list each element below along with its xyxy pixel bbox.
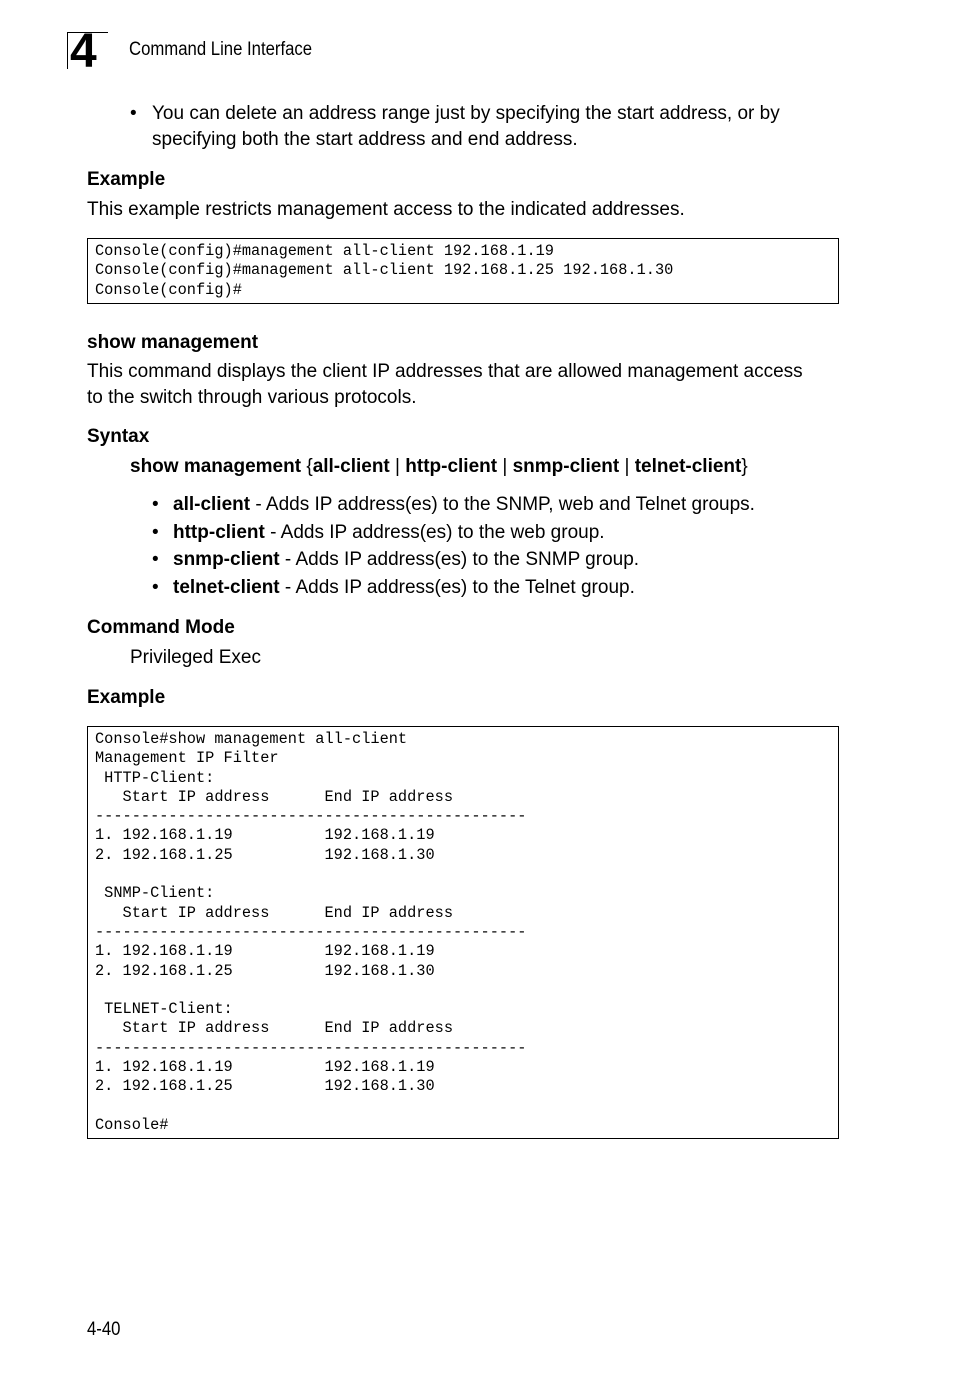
list-item	[152, 574, 755, 602]
page-number: 4-40	[87, 1319, 121, 1340]
syntax-option-http-client: http-client	[405, 456, 498, 477]
bullet-marker: •	[130, 103, 137, 124]
syntax-command: show management	[130, 456, 302, 477]
option-desc: - Adds IP address(es) to the Telnet group.	[279, 577, 635, 599]
bullet-marker: •	[152, 494, 159, 515]
syntax-option-all-client: all-client	[312, 456, 390, 477]
option-desc: - Adds IP address(es) to the web group.	[264, 521, 605, 543]
syntax-separator: |	[502, 456, 508, 477]
command-description: This command displays the client IP addresses that are allowed management access to the switch through various protocols.	[87, 361, 803, 408]
option-desc: - Adds IP address(es) to the SNMP group.	[279, 549, 640, 571]
option-name: snmp-client	[173, 549, 280, 571]
running-header-title: Command Line Interface	[129, 39, 313, 60]
syntax-close-brace: }	[741, 456, 748, 477]
command-mode-value: Privileged Exec	[130, 647, 261, 668]
list-item	[152, 546, 755, 574]
syntax-option-snmp-client: snmp-client	[512, 456, 620, 477]
command-mode-heading: Command Mode	[87, 617, 235, 638]
option-name: all-client	[173, 494, 251, 515]
syntax-option-telnet-client: telnet-client	[634, 456, 742, 477]
option-name: http-client	[173, 521, 265, 543]
chapter-number: 4	[70, 25, 97, 78]
example-code-block: Console(config)#management all-client 192.168.1.19 Console(config)#management all-client 192.168.1.25 192.168.1.30 Console(config)#	[87, 238, 839, 304]
syntax-heading: Syntax	[87, 426, 150, 447]
intro-bullet	[130, 101, 850, 153]
option-desc: - Adds IP address(es) to the SNMP, web and Telnet groups.	[250, 494, 755, 515]
option-description-list	[152, 491, 755, 602]
bullet-marker: •	[152, 577, 159, 599]
syntax-separator: |	[395, 456, 400, 477]
intro-bullet-text: You can delete an address range just by specifying the start address, or by specifying both the start address and end address.	[152, 103, 780, 150]
command-heading: show management	[87, 332, 259, 353]
bullet-marker: •	[152, 549, 159, 571]
syntax-separator: |	[624, 456, 630, 477]
bullet-marker: •	[152, 521, 159, 543]
syntax-line	[130, 454, 748, 480]
option-name: telnet-client	[173, 577, 280, 599]
syntax-open-brace: {	[306, 456, 313, 477]
example-description: This example restricts management access to the indicated addresses.	[87, 199, 685, 220]
example-heading: Example	[87, 169, 166, 190]
example-output-block: Console#show management all-client Management IP Filter HTTP-Client: Start IP address End IP address ----------------------------------------------- 1. 192.168.1.19 192.168.1.19 2. 192.168.1.25 192.168.1.30 SNMP-Client: Start IP address End IP address ----------------------------------------------- 1. 192.168.1.19 192.168.1.19 2. 192.168.1.25 192.168.1.30 TELNET-Client: Start IP address End IP address ----------------------------------------------- 1. 192.168.1.19 192.168.1.19 2. 192.168.1.25 192.168.1.30 Console#	[87, 726, 839, 1139]
list-item	[152, 491, 755, 519]
list-item	[152, 519, 755, 547]
example-heading: Example	[87, 687, 166, 708]
